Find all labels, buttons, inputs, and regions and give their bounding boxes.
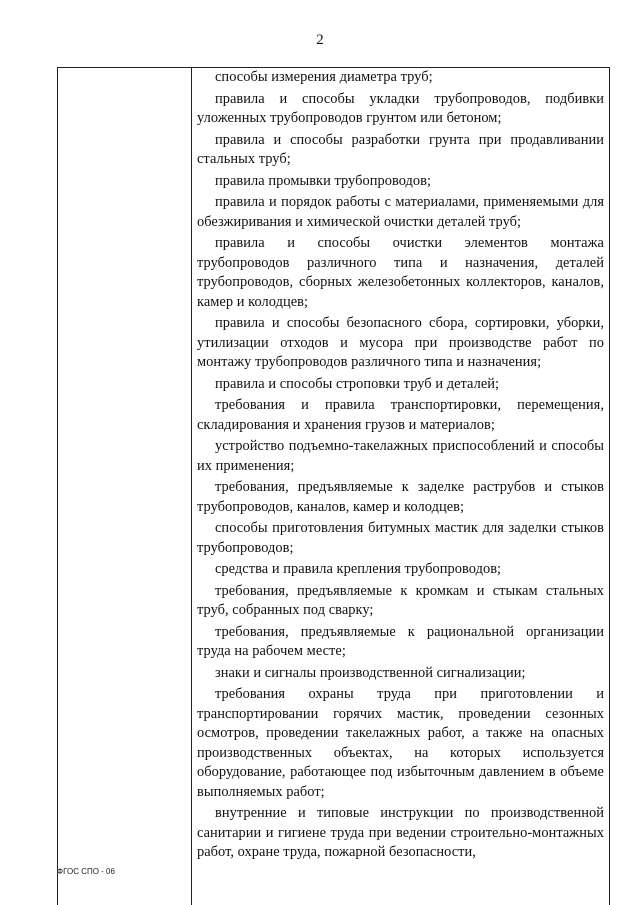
list-item: правила и порядок работы с материалами, применяемыми для обезжиривания и химической очистки деталей труб; [197,194,604,230]
list-item: требования и правила транспортировки, перемещения, складирования и хранения грузов и материалов; [197,397,604,433]
list-item: требования охраны труда при приготовлении и транспортировании горячих мастик, проведении сезонных осмотров, проведении такелажных работ, а также на опасных производственных объектах, на которых используется оборудование, работающее под избыточным давлением в объеме выполняемых работ; [197,686,604,800]
list-item: внутренние и типовые инструкции по производственной санитарии и гигиене труда при ведении строительно-монтажных работ, охране труда, пожарной безопасности, [197,805,604,860]
requirements-list [197,68,604,865]
list-item: способы измерения диаметра труб; [215,69,433,85]
footer-code: ФГОС СПО - 06 [57,867,115,876]
list-item: устройство подъемно-такелажных приспособлений и способы их применения; [197,438,604,474]
list-item: требования, предъявляемые к кромкам и стыкам стальных труб, собранных под сварку; [197,582,604,618]
column-divider [191,68,192,905]
list-item: средства и правила крепления трубопроводов; [215,561,502,577]
list-item: правила и способы укладки трубопроводов, подбивки уложенных трубопроводов грунтом или бетоном; [197,90,604,126]
page-number: 2 [316,32,324,48]
requirements-table [57,67,610,905]
list-item: правила и способы разработки грунта при продавливании стальных труб; [197,131,604,167]
list-item: правила и способы безопасного сбора, сортировки, уборки, утилизации отходов и мусора при производстве работ по монтажу трубопроводов различного типа и назначения; [197,315,604,370]
list-item: требования, предъявляемые к рациональной организации труда на рабочем месте; [197,623,604,659]
list-item: правила и способы очистки элементов монтажа трубопроводов различного типа и назначения, деталей трубопроводов, сборных железобетонных коллекторов, каналов, камер и колодцев; [197,235,604,310]
list-item: знаки и сигналы производственной сигнализации; [215,664,526,681]
list-item: требования, предъявляемые к заделке раструбов и стыков трубопроводов, каналов, камер и колодцев; [197,479,604,515]
list-item: способы приготовления битумных мастик для заделки стыков трубопроводов; [197,520,604,556]
list-item: правила и способы строповки труб и деталей; [215,375,500,392]
list-item: правила промывки трубопроводов; [215,172,432,189]
